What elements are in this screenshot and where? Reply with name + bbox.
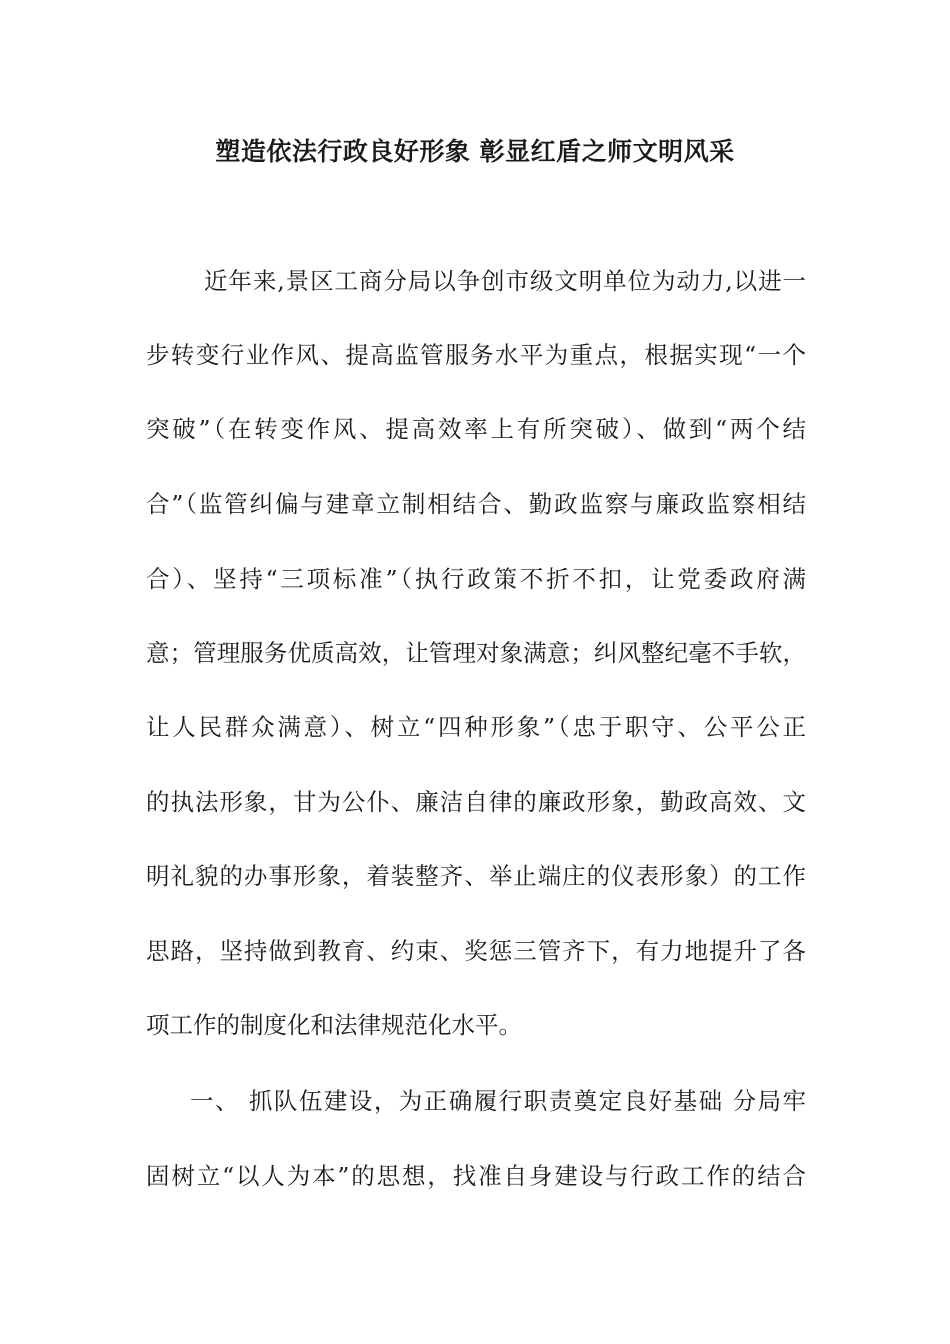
paragraph-line: 项工作的制度化和法律规范化水平。 (146, 1011, 522, 1039)
paragraph-line: 步转变行业作风、提高监管服务水平为重点，根据实现“一个 (146, 341, 806, 369)
section-heading-line: 一、 抓队伍建设，为正确履行职责奠定良好基础 分局牢 (190, 1087, 806, 1115)
document-title: 塑造依法行政良好形象 彰显红盾之师文明风采 (215, 137, 735, 166)
paragraph-line: 的执法形象，甘为公仆、廉洁自律的廉政形象，勤政高效、文 (146, 788, 806, 816)
paragraph-line: 合”（监管纠偏与建章立制相结合、勤政监察与廉政监察相结 (146, 490, 806, 518)
paragraph-line: 近年来,景区工商分局以争创市级文明单位为动力,以进一 (204, 267, 806, 295)
paragraph-line: 固树立“以人为本”的思想，找准自身建设与行政工作的结合 (146, 1162, 806, 1190)
paragraph-line: 意；管理服务优质高效，让管理对象满意；纠风整纪毫不手软， (146, 639, 806, 667)
paragraph-line: 让人民群众满意）、树立“四种形象”（忠于职守、公平公正 (146, 713, 806, 741)
paragraph-line: 明礼貌的办事形象，着装整齐、举止端庄的仪表形象）的工作 (146, 862, 806, 890)
paragraph-line: 思路，坚持做到教育、约束、奖惩三管齐下，有力地提升了各 (146, 937, 806, 965)
paragraph-line: 合）、坚持“三项标准”（执行政策不折不扣，让党委政府满 (146, 565, 806, 593)
paragraph-line: 突破”（在转变作风、提高效率上有所突破）、做到“两个结 (146, 415, 806, 443)
